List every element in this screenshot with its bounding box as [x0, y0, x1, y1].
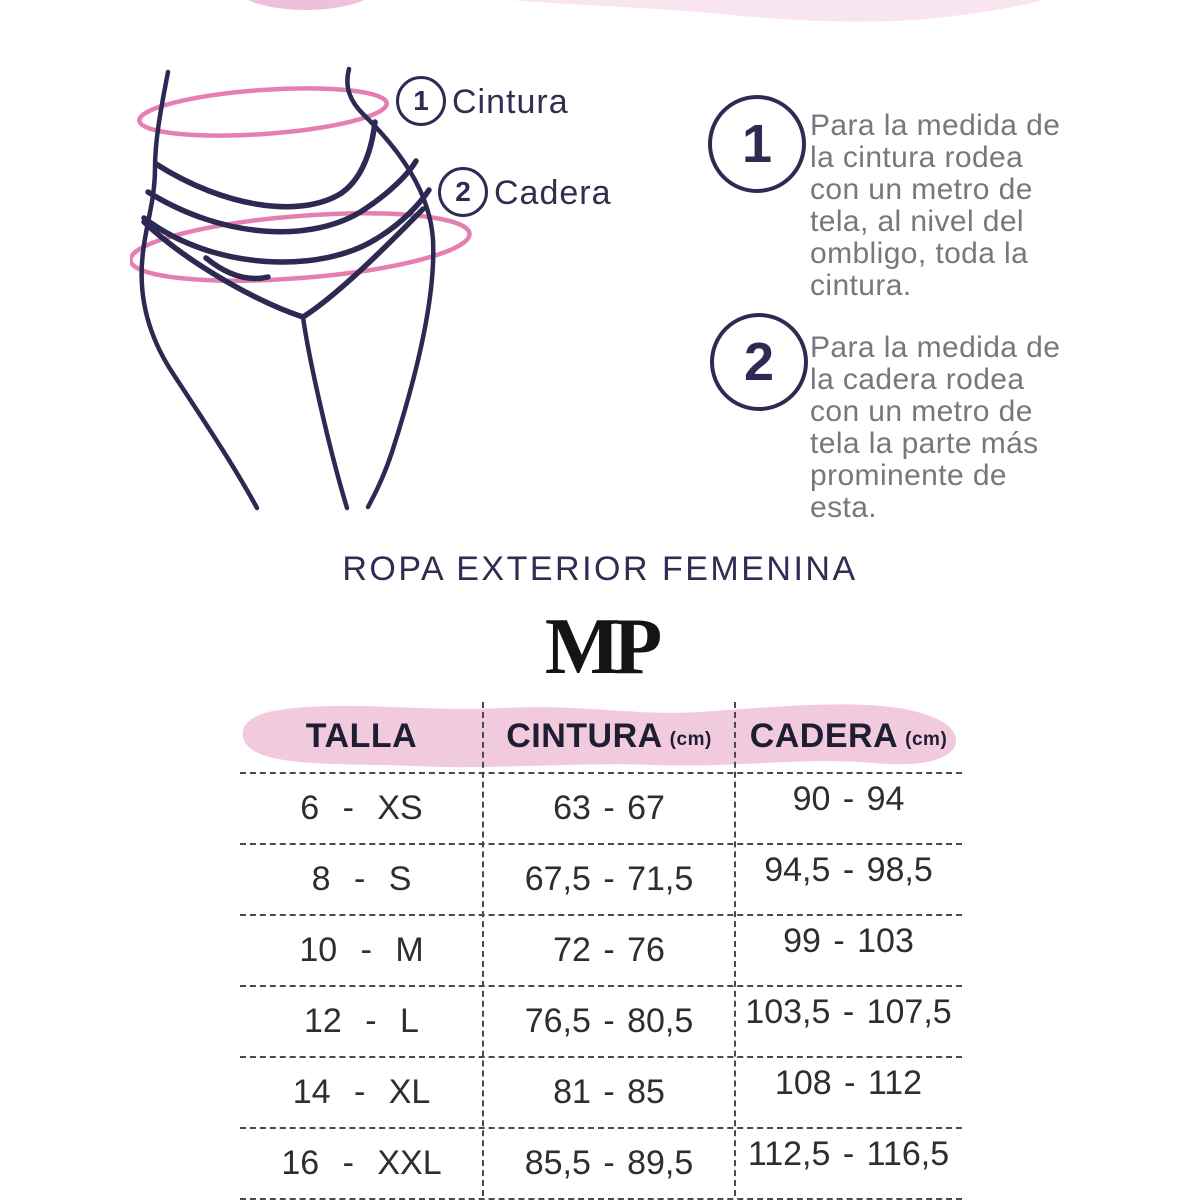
- instruction-2-number: 2: [743, 332, 775, 392]
- cadera-value: 90 - 94: [792, 780, 905, 818]
- hip-badge-number: 2: [455, 176, 471, 207]
- waist-label: Cintura: [452, 83, 569, 121]
- talla-value: 10 - M: [299, 931, 424, 969]
- instruction-1-line: tela, al nivel del: [810, 205, 1024, 238]
- talla-value: 16 - XXL: [281, 1144, 442, 1182]
- header-talla-label: TALLA: [305, 716, 418, 755]
- table-row: [240, 985, 962, 1056]
- table-row: [240, 1127, 962, 1198]
- cadera-value: 103,5 - 107,5: [745, 993, 952, 1031]
- instruction-1-circle: [708, 95, 806, 193]
- instruction-1-line: cintura.: [810, 269, 912, 302]
- instruction-1-number: 1: [741, 114, 773, 174]
- instruction-2-text: [810, 332, 1110, 524]
- cadera-value: 108 - 112: [774, 1064, 923, 1102]
- size-table: [240, 700, 962, 1200]
- table-row: [240, 772, 962, 843]
- hip-measure-ellipse: [130, 203, 472, 291]
- cintura-value: 81 - 85: [553, 1073, 665, 1111]
- instruction-2-line: Para la medida de: [810, 331, 1061, 364]
- instruction-1-text: [810, 110, 1110, 302]
- cintura-value: 76,5 - 80,5: [524, 1002, 694, 1040]
- instruction-2-line: prominente de: [810, 459, 1007, 492]
- instruction-2-circle: [710, 313, 808, 411]
- cintura-value: 63 - 67: [553, 789, 665, 827]
- instruction-2-line: tela la parte más: [810, 427, 1039, 460]
- top-decoration: [0, 0, 1200, 32]
- table-row: [240, 843, 962, 914]
- instruction-1-line: Para la medida de: [810, 109, 1061, 142]
- header-cintura-unit: (cm): [669, 729, 712, 750]
- instruction-1-line: ombligo, toda la: [810, 237, 1029, 270]
- header-cadera-label: CADERA: [749, 716, 899, 755]
- table-header-row: [240, 700, 962, 772]
- table-row: [240, 914, 962, 985]
- cadera-value: 112,5 - 116,5: [747, 1135, 950, 1173]
- waist-number-badge: [396, 76, 446, 126]
- instruction-2-line: esta.: [810, 491, 878, 524]
- talla-value: 8 - S: [311, 860, 412, 898]
- brand-logo: MP: [544, 603, 656, 691]
- waist-badge-number: 1: [413, 85, 429, 116]
- cintura-value: 85,5 - 89,5: [524, 1144, 694, 1182]
- cadera-value: 99 - 103: [783, 922, 914, 960]
- instruction-2-line: la cadera rodea: [810, 363, 1025, 396]
- header-cintura: [483, 700, 735, 772]
- underwear-outline: [144, 122, 429, 317]
- cintura-value: 72 - 76: [553, 931, 665, 969]
- talla-value: 14 - XL: [292, 1073, 431, 1111]
- instruction-1-line: la cintura rodea: [810, 141, 1024, 174]
- header-cadera: [735, 700, 962, 772]
- hip-number-badge: [438, 167, 488, 217]
- cadera-value: 94,5 - 98,5: [764, 851, 933, 889]
- body-measurement-illustration: [130, 60, 480, 520]
- header-cintura-label: CINTURA: [506, 716, 663, 755]
- section-title: ROPA EXTERIOR FEMENINA: [342, 550, 858, 588]
- table-row: [240, 1056, 962, 1127]
- cintura-value: 67,5 - 71,5: [524, 860, 694, 898]
- header-cadera-unit: (cm): [905, 729, 948, 750]
- header-talla: [240, 700, 483, 772]
- instruction-2-line: con un metro de: [810, 395, 1033, 428]
- hip-label: Cadera: [494, 174, 612, 212]
- talla-value: 6 - XS: [300, 789, 423, 827]
- talla-value: 12 - L: [304, 1002, 419, 1040]
- instruction-1-line: con un metro de: [810, 173, 1033, 206]
